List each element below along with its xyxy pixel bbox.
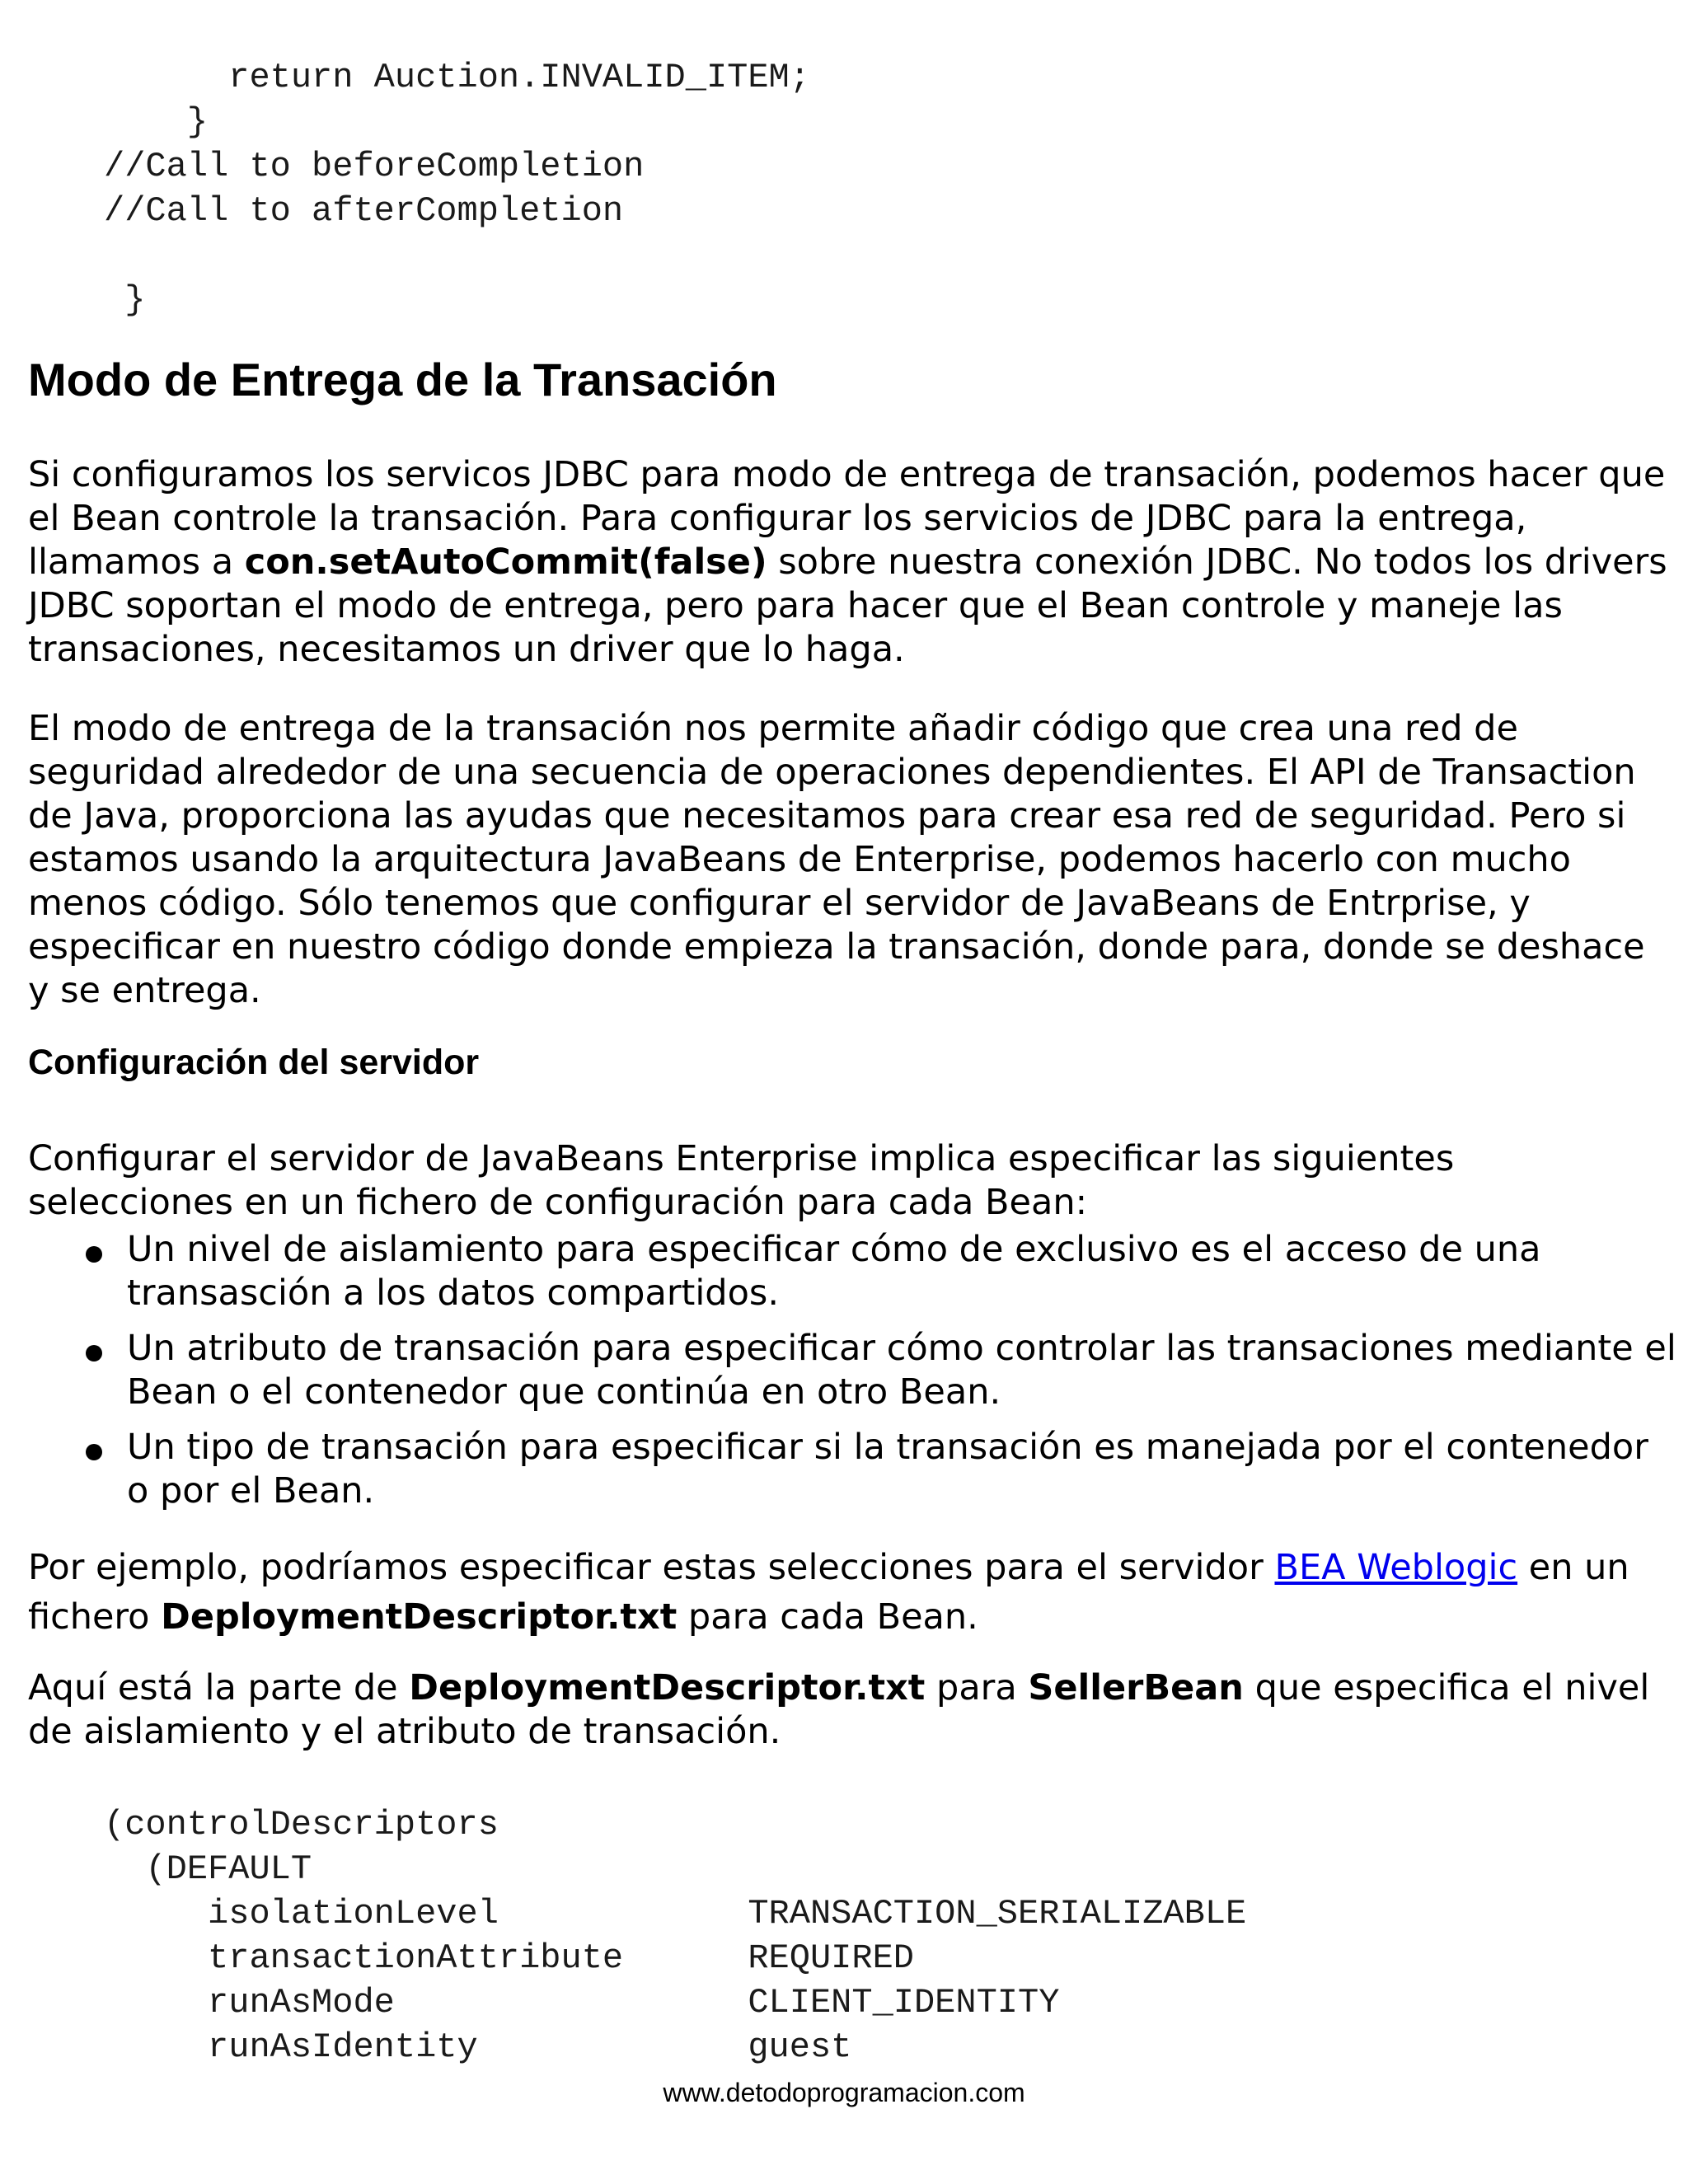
bea-weblogic-link[interactable]: BEA Weblogic: [1274, 1547, 1518, 1588]
code-line: }: [0, 280, 146, 320]
footer-url: www.detodoprogramacion.com: [663, 2078, 1025, 2107]
paragraph-jdbc-commit: [28, 453, 1668, 672]
paragraph-text: que especifica el nivel de aislamiento y el atributo de transación.: [28, 1667, 1650, 1752]
paragraph-descriptor: [28, 1666, 1668, 1754]
paragraph-server-config: Configurar el servidor de JavaBeans Enterprise implica especificar las siguientes selecciones en un fichero de configuración para cada Bean:: [28, 1138, 1455, 1223]
paragraph-text: Aquí está la parte de: [28, 1667, 410, 1708]
file-reference: DeploymentDescriptor.txt: [409, 1667, 926, 1708]
code-line: }: [0, 102, 209, 142]
paragraph-text: para: [925, 1667, 1029, 1708]
subsection-title: Configuración del servidor: [28, 1043, 480, 1082]
bullet-icon: [86, 1444, 102, 1460]
paragraph-commit-mode: El modo de entrega de la transación nos permite añadir código que crea una red de seguridad alrededor de una secuencia de operaciones dependientes. El API de Transaction de Java, proporciona las ayudas que necesitamos para crear esa red de seguridad. Pero si estamos usando la arquitectura JavaBeans de Enterprise, podemos hacerlo con mucho menos código. Sólo tenemos que configurar el servidor de JavaBeans de Entrprise, y especificar en nuestro código donde empieza la transación, donde para, donde se deshace y se entrega.: [28, 708, 1645, 1011]
code-line: (controlDescriptors: [0, 1805, 499, 1844]
code-line: //Call to beforeCompletion: [0, 147, 645, 186]
list-item: Un atributo de transación para especificar cómo controlar las transaciones mediante el Bean o el contenedor que continúa en otro Bean.: [127, 1328, 1676, 1413]
code-line: runAsIdentity guest: [0, 2027, 852, 2067]
paragraph-text: en un fichero: [28, 1547, 1629, 1638]
code-line: runAsMode CLIENT_IDENTITY: [0, 1983, 1060, 2022]
code-line: isolationLevel TRANSACTION_SERIALIZABLE: [0, 1894, 1247, 1933]
section-title: Modo de Entrega de la Transación: [28, 354, 777, 405]
paragraph-text: Si configuramos los servicos JDBC para modo de entrega de transación, podemos hacer que el Bean controle la transación. Para configurar los servicios de JDBC para la entrega, llamamos a: [28, 454, 1666, 583]
paragraph-example: [28, 1543, 1668, 1642]
file-reference: DeploymentDescriptor.txt: [161, 1596, 678, 1638]
paragraph-text: sobre nuestra conexión JDBC. No todos los drivers JDBC soportan el modo de entrega, pero para hacer que el Bean controle y maneje las transaciones, necesitamos un driver que lo haga.: [28, 541, 1667, 670]
code-line: //Call to afterCompletion: [0, 191, 624, 231]
code-block-top: [0, 56, 810, 362]
list-item: Un nivel de aislamiento para especificar cómo de exclusivo es el acceso de una transasción a los datos compartidos.: [127, 1229, 1541, 1314]
code-line: return Auction.INVALID_ITEM;: [0, 58, 810, 97]
paragraph-text: Por ejemplo, podríamos especificar estas selecciones para el servidor: [28, 1547, 1275, 1588]
list-item: Un tipo de transación para especificar si la transación es manejada por el contenedor o por el Bean.: [127, 1427, 1648, 1511]
code-line: (DEFAULT: [0, 1849, 312, 1889]
code-reference: con.setAutoCommit(false): [244, 541, 767, 583]
paragraph-text: para cada Bean.: [677, 1596, 978, 1638]
code-line: transactionAttribute REQUIRED: [0, 1938, 914, 1978]
bean-reference: SellerBean: [1028, 1667, 1244, 1708]
bullet-icon: [86, 1345, 102, 1361]
bullet-icon: [86, 1246, 102, 1263]
